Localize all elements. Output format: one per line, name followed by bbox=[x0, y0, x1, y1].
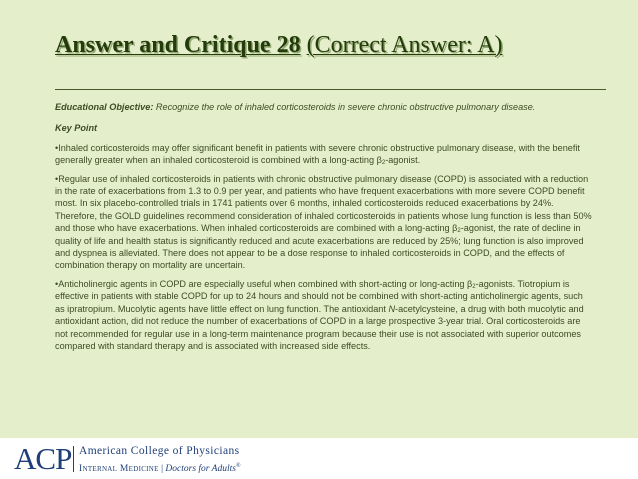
bullet-3-italic-n: N bbox=[388, 303, 396, 314]
bullet-2-subscript: 2 bbox=[457, 228, 461, 235]
tagline-doctors-for-adults: Doctors for Adults bbox=[165, 464, 236, 475]
slide-title bbox=[55, 30, 615, 60]
objective-label: Educational Objective: bbox=[55, 102, 154, 112]
bullet-2 bbox=[55, 173, 595, 272]
slide-body bbox=[55, 101, 595, 358]
acp-logo: ACP bbox=[14, 441, 72, 476]
bullet-3-text-b: -agonists. Tiotropium is effective in patients with stable COPD for up to 24 hours and should not be combined with short-acting anticholinergic agents, such as ipratropium. Mucolytic agents have little effect on lung function. The antioxidant bbox=[55, 278, 583, 314]
bullet-2-text-a: •Regular use of inhaled corticosteroids in patients with chronic obstructive pulmonary disease (COPD) is associated with a reduction in the rate of exacerbations from 1.3 to 0.9 per year, and patients who have frequent exacerbations with more severe COPD benefit most. In six placebo-controlled trials in 1741 patients over 6 months, inhaled corticosteroids reduced exacerbations by 24%. Therefore, the GOLD guidelines recommend consideration of inhaled corticosteroids in patients whose lung function is less than 50% and those who have exacerbations. When inhaled corticosteroids are combined with a long-acting β bbox=[55, 173, 592, 234]
tagline-internal-medicine: Internal Medicine bbox=[79, 464, 159, 475]
bullet-3-subscript: 2 bbox=[472, 283, 476, 290]
title-divider bbox=[55, 89, 606, 90]
key-point-heading: Key Point bbox=[55, 123, 98, 134]
bullet-3 bbox=[55, 278, 595, 352]
org-tagline bbox=[79, 460, 241, 475]
educational-objective bbox=[55, 101, 595, 113]
bullet-3-text-a: •Anticholinergic agents in COPD are especially useful when combined with short-acting or long-acting β bbox=[55, 278, 473, 289]
registered-mark: ® bbox=[235, 463, 241, 469]
footer-bar bbox=[0, 438, 638, 479]
org-name: American College of Physicians bbox=[79, 445, 240, 457]
bullet-1-subscript: 2 bbox=[381, 160, 386, 167]
tagline-separator: | bbox=[158, 464, 166, 475]
bullet-1-text-a: •Inhaled corticosteroids may offer significant benefit in patients with severe chronic obstructive pulmonary disease, with the benefit generally greater when an inhaled corticosteroid is combined with a long-acting β bbox=[55, 142, 580, 166]
title-main: Answer and Critique 28 bbox=[55, 32, 301, 58]
bullet-3-text-c: -acetylcysteine, a drug with both mucolytic and antioxidant action, did not reduce the number of exacerbations of COPD in a large prospective 3-year trial. Oral corticosteroids are not recommended for regular use in a long-term maintenance program because their use is not associated with superior outcomes compared with standard therapy and is associated with increased side effects. bbox=[55, 303, 584, 351]
bullet-2-text-b: -agonist, the rate of decline in quality of life and health status is significantly reduced and acute exacerbations are reduced by 25%; lung function is also improved and dyspnea is alleviated. There does not appear to be a dose response to inhaled corticosteroids in COPD, and the effects of combination therapy on mortality are uncertain. bbox=[55, 223, 584, 271]
bullet-1-text-b: -agonist. bbox=[385, 155, 421, 166]
bullet-1 bbox=[55, 142, 595, 167]
objective-text: Recognize the role of inhaled corticosteroids in severe chronic obstructive pulmonary disease. bbox=[155, 102, 536, 112]
title-subtitle: (Correct Answer: A) bbox=[306, 32, 503, 58]
logo-divider bbox=[73, 446, 74, 472]
